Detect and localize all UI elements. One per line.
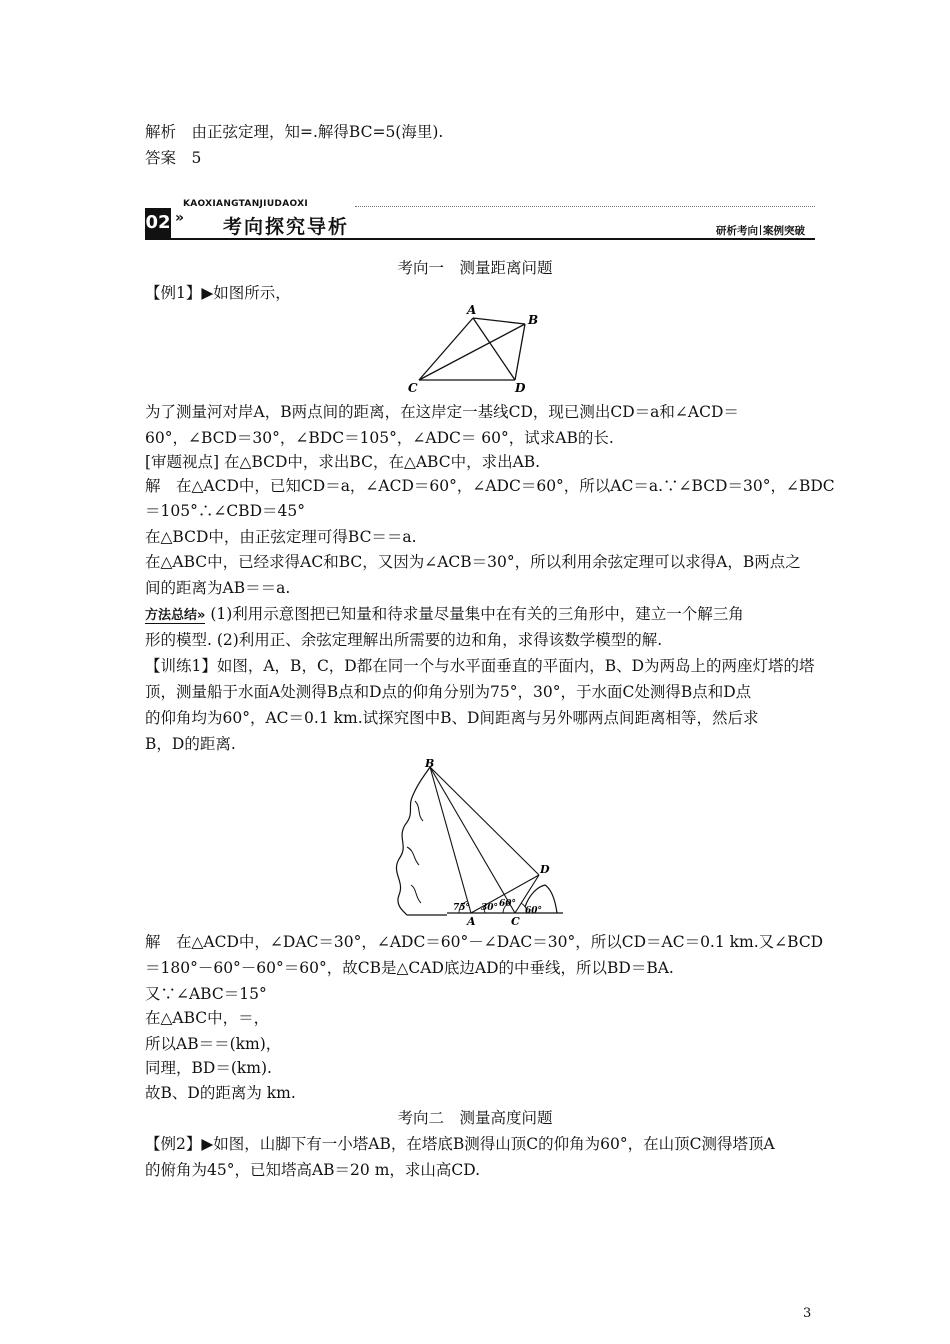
ex1-line-8: 间的距离为AB＝＝a. xyxy=(145,579,291,597)
banner-dotted-divider xyxy=(355,206,815,207)
fig2-angle-75: 75° xyxy=(453,903,471,913)
banner-rule xyxy=(145,238,815,240)
figure-quadrilateral-lines xyxy=(419,318,525,380)
banner-subtitle-a: 研析考向 xyxy=(716,225,758,237)
solution-line-1: 解 在△ACD中，∠DAC＝30°，∠ADC＝60°－∠DAC＝30°，所以CD＝AC＝0.1 km.又∠BCD xyxy=(145,933,824,951)
fig2-angle-60a: 60° xyxy=(499,899,517,909)
fig2-label-d: D xyxy=(540,863,550,876)
training-line-3: 的仰角均为60°，AC＝0.1 km.试探究图中B、D间距离与另外哪两点间距离相等，然后求 xyxy=(145,709,759,727)
ex1-line-2: 60°，∠BCD＝30°，∠BDC＝105°，∠ADC＝ 60°，试求AB的长. xyxy=(145,429,614,447)
section2-title: 考向二 测量高度问题 xyxy=(397,1109,553,1127)
banner-subtitle-b: 案例突破 xyxy=(763,225,805,237)
page-number: 3 xyxy=(803,1306,812,1321)
banner-title: 考向探究导析 xyxy=(223,216,350,238)
solution-line-6: 同理，BD＝(km). xyxy=(145,1059,272,1077)
ex2-line-1: 【例2】▶如图，山脚下有一小塔AB，在塔底B测得山顶C的仰角为60°，在山顶C测得塔顶A xyxy=(145,1135,775,1153)
banner-arrow-icon: » xyxy=(175,210,185,226)
method-line-1 xyxy=(145,604,744,626)
ex1-line-6: 在△BCD中，由正弦定理可得BC＝＝a. xyxy=(145,528,417,546)
ex1-line-1: 为了测量河对岸A，B两点间的距离，在这岸定一基线CD，现已测出CD＝a和∠ACD＝ xyxy=(145,403,739,421)
fig1-label-b: B xyxy=(528,313,539,327)
solution-line-3: 又∵∠ABC＝15° xyxy=(145,985,267,1003)
fig1-label-c: C xyxy=(408,381,418,394)
ex1-line-5: ＝105°∴∠CBD＝45° xyxy=(145,502,305,520)
banner-number: 02 xyxy=(145,208,171,238)
fig2-angle-30: 30° xyxy=(481,903,499,913)
section1-title: 考向一 测量距离问题 xyxy=(397,259,553,277)
solution-line-7: 故B、D的距离为 km. xyxy=(145,1084,296,1102)
fig2-angle-60b: 60° xyxy=(525,906,543,916)
ex1-line-3: [审题视点] 在△BCD中，求出BC，在△ABC中，求出AB. xyxy=(145,453,541,471)
training-line-4: B，D的距离. xyxy=(145,735,236,753)
training-line-1: 【训练1】如图，A，B，C，D都在同一个与水平面垂直的平面内，B、D为两岛上的两座灯塔的塔 xyxy=(145,657,815,675)
island-b-outline xyxy=(396,767,447,915)
training-line-2: 顶，测量船于水面A处测得B点和D点的仰角分别为75°，30°，于水面C处测得B点和D点 xyxy=(145,683,752,701)
sight-lines xyxy=(430,767,539,913)
method-text-1: (1)利用示意图把已知量和待求量尽量集中在有关的三角形中，建立一个解三角 xyxy=(205,605,744,623)
fig1-label-d: D xyxy=(515,381,526,394)
solution-line-4: 在△ABC中，＝， xyxy=(145,1009,270,1027)
fig2-label-a: A xyxy=(467,915,476,928)
fig2-label-b: B xyxy=(425,757,435,770)
ex1-line-4: 解 在△ACD中，已知CD＝a，∠ACD＝60°，∠ADC＝60°，所以AC＝a.∵∠BCD＝30°，∠BDC xyxy=(145,477,835,495)
analysis-line: 解析 由正弦定理，知=.解得BC=5(海里). xyxy=(145,123,444,141)
figure-lighthouses xyxy=(385,755,570,930)
solution-line-2: ＝180°－60°－60°＝60°，故CB是△CAD底边AD的中垂线，所以BD＝BA. xyxy=(145,959,674,977)
figure-quadrilateral xyxy=(405,302,545,394)
fig1-label-a: A xyxy=(467,303,477,317)
answer-line: 答案 5 xyxy=(145,149,202,167)
banner-subtitle xyxy=(716,223,805,238)
example1-head: 【例1】▶如图所示， xyxy=(145,284,291,302)
ex2-line-2: 的俯角为45°，已知塔高AB＝20 m，求山高CD. xyxy=(145,1161,481,1179)
solution-line-5: 所以AB＝＝(km)， xyxy=(145,1035,282,1053)
method-summary-tag: 方法总结» xyxy=(145,608,206,623)
banner-pinyin: KAOXIANGTANJIUDAOXI xyxy=(183,199,308,209)
banner-separator xyxy=(760,225,761,235)
ex1-line-7: 在△ABC中，已经求得AC和BC，又因为∠ACB＝30°，所以利用余弦定理可以求得A，B两点之 xyxy=(145,553,801,571)
section-banner xyxy=(145,198,815,246)
method-line-2: 形的模型. (2)利用正、余弦定理解出所需要的边和角，求得该数学模型的解. xyxy=(145,631,663,649)
fig2-label-c: C xyxy=(511,915,520,928)
